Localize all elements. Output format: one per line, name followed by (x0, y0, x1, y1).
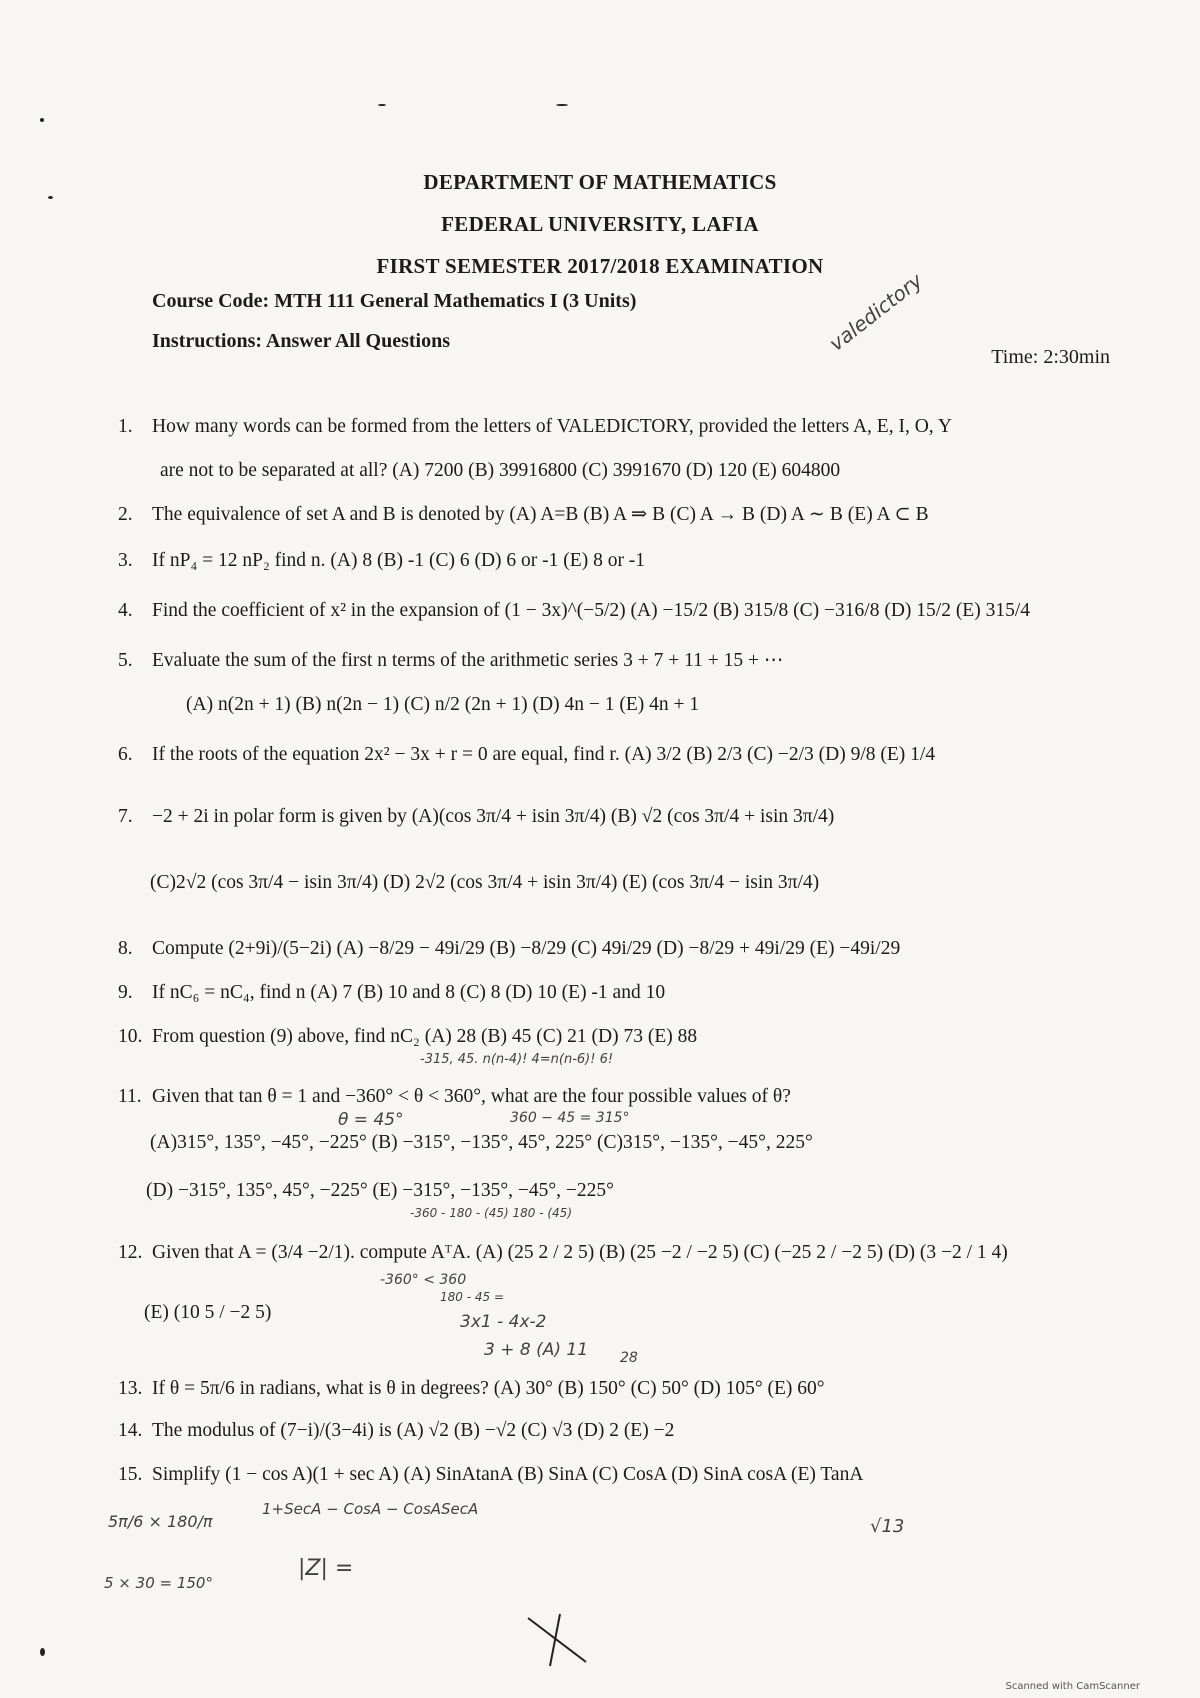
question-text: If nP₄ = 12 nP₂ find n. (A) 8 (B) -1 (C) 6 (D) 6 or -1 (E) 8 or -1 (152, 550, 646, 571)
scan-speck (556, 104, 568, 106)
question-number: 15. (118, 1464, 143, 1485)
handwritten-working: -315, 45. n(n-4)! 4=n(n-6)! 6! (420, 1052, 614, 1067)
question-1 (118, 414, 952, 440)
question-text: −2 + 2i in polar form is given by (A)(cos 3π/4 + isin 3π/4) (B) √2 (cos 3π/4 + isin 3π/4) (152, 806, 835, 827)
question-12-option-e: (E) (10 5 / −2 5) (144, 1302, 272, 1323)
question-12 (118, 1240, 1008, 1266)
question-2 (118, 502, 929, 528)
handwritten-working: √13 (870, 1516, 905, 1537)
handwritten-working: 180 - 45 = (440, 1290, 505, 1304)
course-code: Course Code: MTH 111 General Mathematics I (3 Units) (152, 290, 637, 312)
department-title: DEPARTMENT OF MATHEMATICS (423, 170, 777, 194)
question-number: 3. (118, 550, 133, 571)
question-9 (118, 980, 665, 1006)
scan-speck (48, 196, 53, 199)
question-text: Find the coefficient of x² in the expansion of (1 − 3x)^(−5/2) (A) −15/2 (B) 315/8 (C) −316/8 (D) 15/2 (E) 315/4 (152, 600, 1031, 621)
question-number: 12. (118, 1242, 143, 1263)
handwritten-working: 5π/6 × 180/π (108, 1512, 213, 1531)
question-13 (118, 1376, 825, 1402)
question-text: The modulus of (7−i)/(3−4i) is (A) √2 (B) −√2 (C) √3 (D) 2 (E) −2 (152, 1420, 675, 1441)
question-number: 5. (118, 650, 133, 671)
exam-title: FIRST SEMESTER 2017/2018 EXAMINATION (376, 254, 824, 278)
question-number: 10. (118, 1026, 143, 1047)
question-text: How many words can be formed from the letters of VALEDICTORY, provided the letters A, E, I, O, Y (152, 416, 952, 437)
handwritten-working: -360° < 360 (380, 1272, 467, 1288)
question-number: 9. (118, 982, 133, 1003)
question-4 (118, 598, 1030, 624)
handwritten-working: θ = 45° (338, 1110, 404, 1130)
question-text: Simplify (1 − cos A)(1 + sec A) (A) SinAtanA (B) SinA (C) CosA (D) SinA cosA (E) TanA (152, 1464, 864, 1485)
scan-speck (40, 118, 44, 122)
question-number: 11. (118, 1086, 142, 1107)
question-15 (118, 1462, 863, 1488)
university-title: FEDERAL UNIVERSITY, LAFIA (441, 212, 759, 236)
question-11-options-a: (A)315°, 135°, −45°, −225° (B) −315°, −135°, 45°, 225° (C)315°, −135°, −45°, 225° (150, 1132, 813, 1153)
question-text: Given that A = (3/4 −2/1). compute AᵀA. (A) (25 2 / 2 5) (B) (25 −2 / −2 5) (C) (−25 2 / −2 5) (D) (3 −2 / 1 4) (152, 1242, 1008, 1263)
question-text: If the roots of the equation 2x² − 3x + r = 0 are equal, find r. (A) 3/2 (B) 2/3 (C) −2/3 (D) 9/8 (E) 1/4 (152, 744, 936, 765)
handwritten-cross-icon (520, 1610, 600, 1670)
question-1-options: are not to be separated at all? (A) 7200 (B) 39916800 (C) 3991670 (D) 120 (E) 604800 (160, 460, 841, 481)
question-number: 6. (118, 744, 133, 765)
question-3 (118, 548, 645, 574)
question-number: 8. (118, 938, 133, 959)
handwritten-working: 5 × 30 = 150° (104, 1574, 213, 1592)
question-number: 14. (118, 1420, 143, 1441)
question-text: The equivalence of set A and B is denoted by (A) A=B (B) A ⇒ B (C) A → B (D) A ∼ B (E) A ⊂ B (152, 504, 929, 525)
question-11-options-b: (D) −315°, 135°, 45°, −225° (E) −315°, −135°, −45°, −225° (146, 1180, 614, 1201)
handwritten-working: 360 − 45 = 315° (510, 1110, 630, 1126)
scan-speck (40, 1648, 45, 1656)
question-text: Evaluate the sum of the first n terms of the arithmetic series 3 + 7 + 11 + 15 + ⋯ (152, 650, 784, 671)
question-text: If nC₆ = nC₄, find n (A) 7 (B) 10 and 8 (C) 8 (D) 10 (E) -1 and 10 (152, 982, 666, 1003)
question-text: From question (9) above, find nC₂ (A) 28 (B) 45 (C) 21 (D) 73 (E) 88 (152, 1026, 698, 1047)
question-number: 7. (118, 806, 133, 827)
question-number: 13. (118, 1378, 143, 1399)
handwritten-working: 1+SecA − CosA − CosASecA (262, 1500, 479, 1518)
handwritten-working: -360 - 180 - (45) 180 - (45) (410, 1206, 572, 1220)
handwritten-working: 3x1 - 4x-2 (460, 1312, 547, 1332)
question-number: 1. (118, 416, 133, 437)
question-10 (118, 1024, 697, 1050)
question-text: If θ = 5π/6 in radians, what is θ in degrees? (A) 30° (B) 150° (C) 50° (D) 105° (E) 60° (152, 1378, 825, 1399)
handwritten-working: |Z| = (298, 1556, 354, 1581)
question-text: Given that tan θ = 1 and −360° < θ < 360°, what are the four possible values of θ? (152, 1086, 791, 1107)
question-5 (118, 648, 783, 674)
question-7-options: (C)2√2 (cos 3π/4 − isin 3π/4) (D) 2√2 (cos 3π/4 + isin 3π/4) (E) (cos 3π/4 − isin 3π/4) (150, 872, 820, 893)
scan-speck (378, 104, 386, 106)
question-6 (118, 742, 935, 768)
question-number: 4. (118, 600, 133, 621)
question-7 (118, 804, 834, 830)
exam-time: Time: 2:30min (991, 346, 1110, 368)
instructions: Instructions: Answer All Questions (152, 330, 451, 352)
handwritten-working: 28 (620, 1350, 638, 1366)
handwritten-side-note: valedictory (824, 268, 927, 356)
question-8 (118, 936, 900, 962)
question-number: 2. (118, 504, 133, 525)
question-14 (118, 1418, 674, 1444)
question-11 (118, 1084, 791, 1110)
question-text: Compute (2+9i)/(5−2i) (A) −8/29 − 49i/29 (B) −8/29 (C) 49i/29 (D) −8/29 + 49i/29 (E) −49i/29 (152, 938, 901, 959)
question-5-options: (A) n(2n + 1) (B) n(2n − 1) (C) n/2 (2n + 1) (D) 4n − 1 (E) 4n + 1 (186, 694, 700, 715)
handwritten-working: 3 + 8 (A) 11 (484, 1340, 589, 1360)
scanner-watermark: Scanned with CamScanner (1005, 1681, 1140, 1692)
